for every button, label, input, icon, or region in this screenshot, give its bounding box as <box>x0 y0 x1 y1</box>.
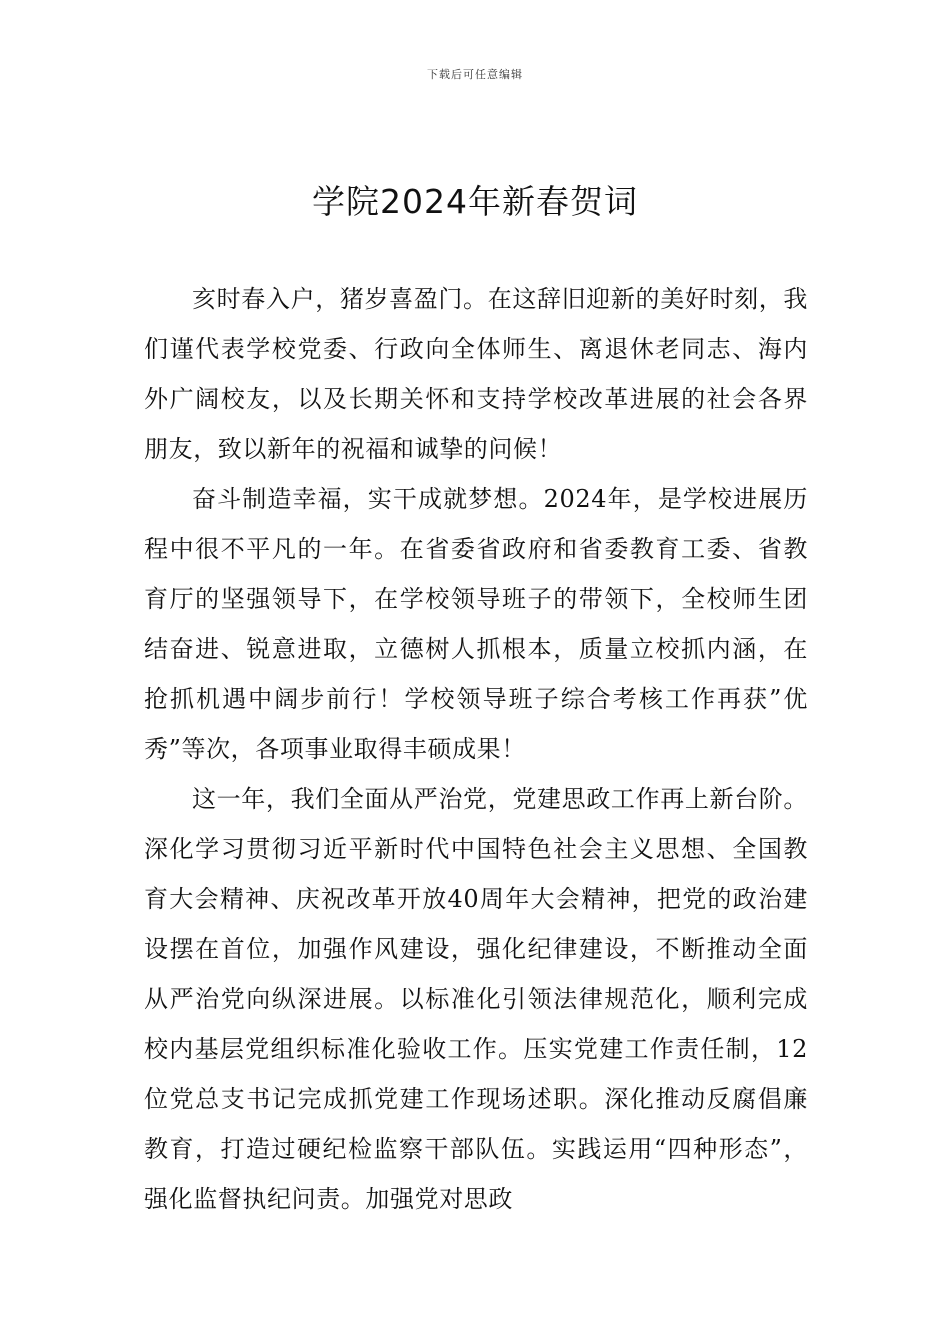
paragraph: 这一年，我们全面从严治党，党建思政工作再上新台阶。深化学习贯彻习近平新时代中国特色社会主义思想、全国教育大会精神、庆祝改革开放40周年大会精神，把党的政治建设摆在首位，加强作风建设，强化纪律建设，不断推动全面从严治党向纵深进展。以标准化引领法律规范化，顺利完成校内基层党组织标准化验收工作。压实党建工作责任制，12位党总支书记完成抓党建工作现场述职。深化推动反腐倡廉教育，打造过硬纪检监察干部队伍。实践运用“四种形态”，强化监督执纪问责。加强党对思政 <box>144 785 808 1213</box>
paragraph: 奋斗制造幸福，实干成就梦想。2024年，是学校进展历程中很不平凡的一年。在省委省政府和省委教育工委、省教育厅的坚强领导下，在学校领导班子的带领下，全校师生团结奋进、锐意进取，立德树人抓根本，质量立校抓内涵，在抢抓机遇中阔步前行！学校领导班子综合考核工作再获”优秀”等次，各项事业取得丰硕成果！ <box>144 485 808 763</box>
document-body <box>144 274 808 1224</box>
document-title: 学院2024年新春贺词 <box>312 182 638 221</box>
paragraph: 亥时春入户，猪岁喜盈门。在这辞旧迎新的美好时刻，我们谨代表学校党委、行政向全体师生、离退休老同志、海内外广阔校友，以及长期关怀和支持学校改革进展的社会各界朋友，致以新年的祝福和诚挚的问候！ <box>144 285 808 463</box>
header-note: 下载后可任意编辑 <box>427 68 523 81</box>
